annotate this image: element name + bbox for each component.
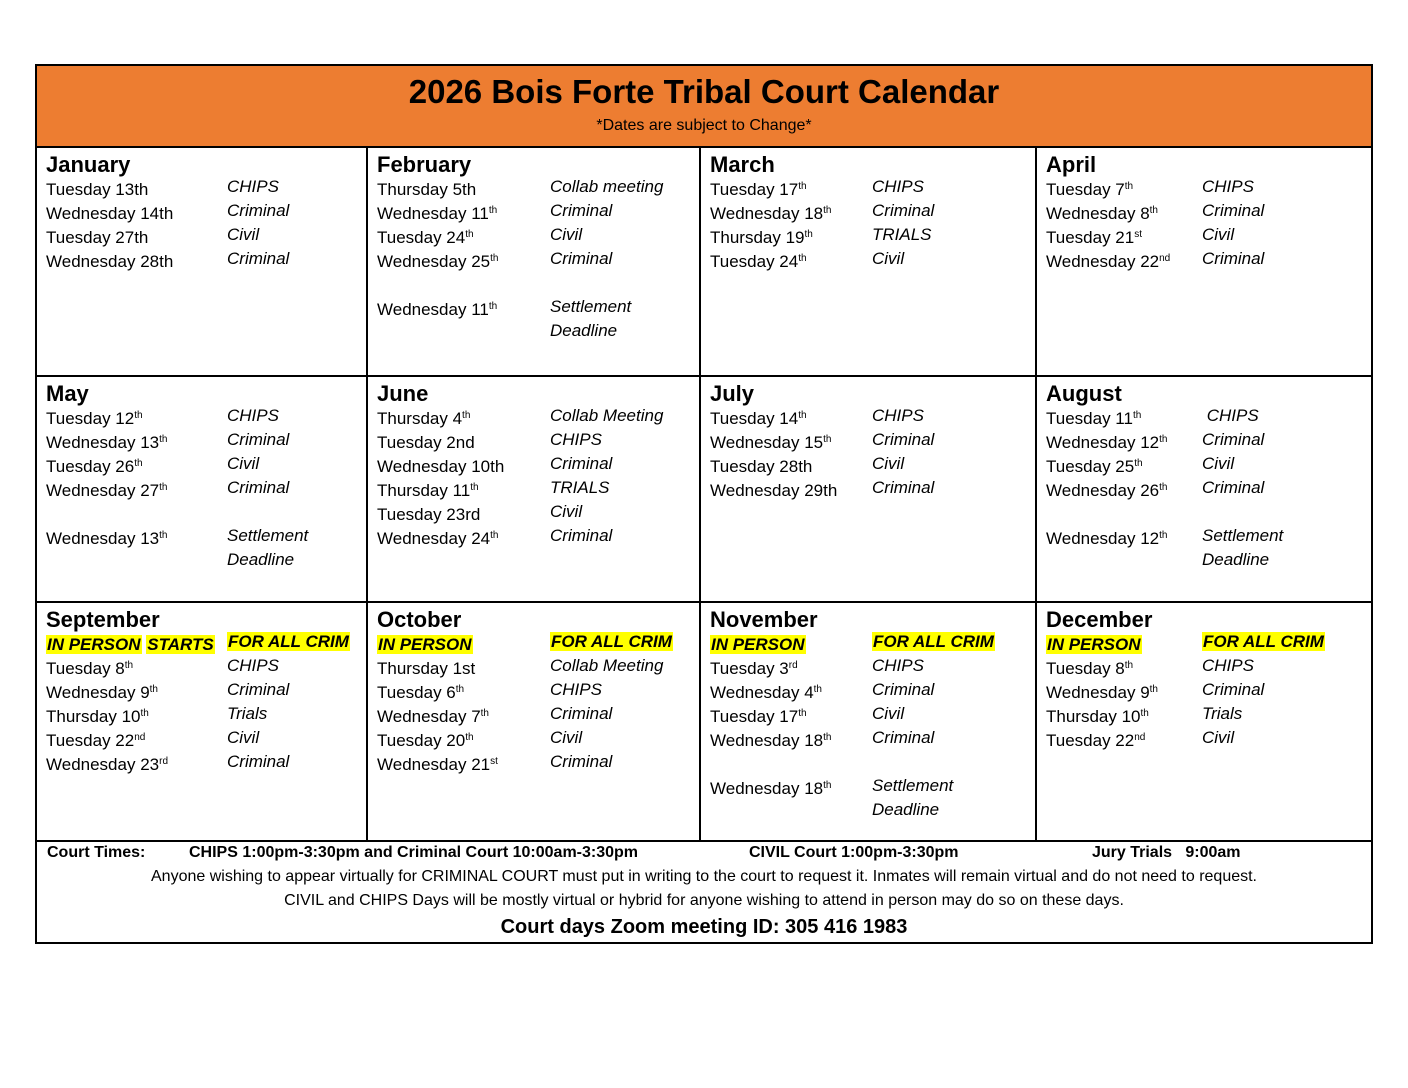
ordinal-suffix: th xyxy=(798,410,807,421)
court-date-text: Wednesday 11 xyxy=(377,300,489,319)
court-date xyxy=(46,433,167,453)
court-date-text: Wednesday 27 xyxy=(46,481,160,500)
court-date xyxy=(1046,180,1133,200)
court-date xyxy=(46,683,158,703)
ordinal-suffix: th xyxy=(488,301,498,312)
month-cell-march xyxy=(701,148,1037,377)
court-date-text: Tuesday 25 xyxy=(1046,457,1135,476)
court-event: Civil xyxy=(1202,454,1235,473)
court-date-text: Wednesday 25 xyxy=(377,252,491,271)
court-date-text: Wednesday 21 xyxy=(377,755,491,774)
court-date xyxy=(1046,481,1167,501)
month-name: September xyxy=(46,607,160,632)
ordinal-suffix: th xyxy=(465,732,474,743)
hybrid-notice: CIVIL and CHIPS Days will be mostly virtual or hybrid for anyone wishing to attend in person may do so on these days. xyxy=(284,892,1124,909)
court-date xyxy=(1046,228,1142,248)
ordinal-suffix: th xyxy=(462,410,471,421)
ordinal-suffix: th xyxy=(465,229,474,240)
court-event: CHIPS xyxy=(1202,406,1259,425)
ordinal-suffix: th xyxy=(823,780,832,791)
court-date xyxy=(710,228,813,248)
for-all-crim-highlight: FOR ALL CRIM xyxy=(551,632,672,651)
court-event: Criminal xyxy=(1202,249,1265,268)
court-event: Trials xyxy=(227,704,268,723)
ordinal-suffix: th xyxy=(1159,482,1168,493)
month-cell-november xyxy=(701,603,1037,842)
court-date-text: Tuesday 21 xyxy=(1046,228,1135,247)
court-event: Criminal xyxy=(1202,201,1265,220)
court-date-text: Wednesday 26 xyxy=(1046,481,1160,500)
court-event: Criminal xyxy=(1202,680,1265,699)
ordinal-suffix: th xyxy=(159,530,168,541)
civil-times: CIVIL Court 1:00pm-3:30pm xyxy=(749,844,959,861)
court-date-text: Wednesday 9 xyxy=(46,683,150,702)
ordinal-suffix: th xyxy=(470,482,479,493)
court-date xyxy=(1046,409,1141,429)
court-date-text: Wednesday 13 xyxy=(46,529,160,548)
court-date xyxy=(377,409,470,429)
court-date-text: Tuesday 24 xyxy=(710,252,799,271)
ordinal-suffix: th xyxy=(149,684,158,695)
court-event: Civil xyxy=(872,704,905,723)
court-event: CHIPS xyxy=(872,406,924,425)
court-date xyxy=(377,481,479,501)
month-cell-may xyxy=(37,377,368,603)
court-event: Civil xyxy=(550,728,583,747)
court-event: Settlement xyxy=(872,776,954,795)
court-date xyxy=(710,180,807,200)
ordinal-suffix: nd xyxy=(1159,253,1171,264)
ordinal-suffix: th xyxy=(455,684,465,695)
court-date xyxy=(377,659,475,679)
court-date-text: Tuesday 27th xyxy=(46,228,149,247)
court-date-text: Thursday 1st xyxy=(377,659,476,678)
court-date xyxy=(377,731,474,751)
court-date-text: Tuesday 13th xyxy=(46,180,149,199)
court-date xyxy=(46,481,167,501)
court-date-text: Thursday 5th xyxy=(377,180,477,199)
court-date xyxy=(377,228,474,248)
ordinal-suffix: th xyxy=(823,434,832,445)
court-date xyxy=(1046,252,1170,272)
court-event: Civil xyxy=(1202,728,1235,747)
month-cell-august xyxy=(1037,377,1371,603)
court-date xyxy=(1046,683,1158,703)
court-date-text: Tuesday 8 xyxy=(1046,659,1125,678)
ordinal-suffix: th xyxy=(124,660,134,671)
for-all-crim-notice xyxy=(1202,632,1325,652)
court-date xyxy=(1046,707,1149,727)
court-event: Criminal xyxy=(1202,430,1265,449)
court-date xyxy=(710,409,807,429)
court-date xyxy=(377,300,497,320)
court-date-text: Tuesday 8 xyxy=(46,659,125,678)
court-times-label: Court Times: xyxy=(47,844,146,861)
ordinal-suffix: th xyxy=(1140,708,1149,719)
ordinal-suffix: th xyxy=(798,181,807,192)
ordinal-suffix: th xyxy=(490,253,499,264)
court-event: Criminal xyxy=(872,680,935,699)
ordinal-suffix: th xyxy=(490,530,499,541)
court-event: CHIPS xyxy=(550,430,602,449)
ordinal-suffix: th xyxy=(134,458,143,469)
in-person-notice xyxy=(710,635,806,655)
court-date-text: Wednesday 29th xyxy=(710,481,838,500)
court-event: Civil xyxy=(1202,225,1235,244)
in-person-highlight: IN PERSON xyxy=(378,635,472,654)
court-date xyxy=(1046,433,1167,453)
court-date-text: Wednesday 18 xyxy=(710,779,824,798)
calendar-header xyxy=(37,66,1371,148)
month-name: August xyxy=(1046,381,1122,406)
court-date-text: Wednesday 28th xyxy=(46,252,174,271)
court-date xyxy=(1046,529,1167,549)
court-date xyxy=(710,457,812,477)
court-event: CHIPS xyxy=(550,680,602,699)
court-date-text: Thursday 10 xyxy=(1046,707,1141,726)
court-date-text: Wednesday 12 xyxy=(1046,433,1160,452)
ordinal-suffix: nd xyxy=(1134,732,1146,743)
court-date-text: Tuesday 23rd xyxy=(377,505,481,524)
court-event: TRIALS xyxy=(550,478,610,497)
court-date xyxy=(46,409,143,429)
court-date xyxy=(710,731,831,751)
month-cell-january xyxy=(37,148,368,377)
court-event: Deadline xyxy=(872,800,940,819)
court-date-text: Wednesday 14th xyxy=(46,204,174,223)
court-event: CHIPS xyxy=(227,656,279,675)
court-date xyxy=(710,252,807,272)
court-date-text: Wednesday 24 xyxy=(377,529,491,548)
court-date-text: Wednesday 12 xyxy=(1046,529,1160,548)
calendar-footer xyxy=(37,842,1371,942)
ordinal-suffix: th xyxy=(823,205,832,216)
calendar-frame xyxy=(35,64,1373,944)
zoom-meeting-id: Court days Zoom meeting ID: 305 416 1983 xyxy=(500,916,908,938)
court-date xyxy=(377,180,476,200)
court-event: CHIPS xyxy=(1202,656,1254,675)
jury-times: Jury Trials 9:00am xyxy=(1092,844,1241,861)
court-event: Criminal xyxy=(550,201,613,220)
court-date xyxy=(46,180,148,200)
ordinal-suffix: th xyxy=(159,482,168,493)
month-cell-july xyxy=(701,377,1037,603)
page-title: 2026 Bois Forte Tribal Court Calendar xyxy=(408,73,1000,110)
court-date-text: Wednesday 9 xyxy=(1046,683,1150,702)
for-all-crim-notice xyxy=(550,632,673,652)
court-event: Criminal xyxy=(227,478,290,497)
ordinal-suffix: th xyxy=(140,708,149,719)
court-date-text: Tuesday 20 xyxy=(377,731,466,750)
court-date-text: Thursday 19 xyxy=(710,228,805,247)
court-event: Criminal xyxy=(550,249,613,268)
court-date xyxy=(710,779,831,799)
page-subtitle: *Dates are subject to Change* xyxy=(596,117,812,134)
court-event: Criminal xyxy=(550,752,613,771)
court-event: Criminal xyxy=(1202,478,1265,497)
court-date-text: Tuesday 6 xyxy=(377,683,456,702)
court-date-text: Tuesday 26 xyxy=(46,457,135,476)
ordinal-suffix: st xyxy=(1134,229,1142,240)
court-event: Civil xyxy=(872,454,905,473)
court-event: Criminal xyxy=(550,526,613,545)
month-cell-september xyxy=(37,603,368,842)
in-person-highlight: IN PERSON xyxy=(47,635,141,654)
court-date-text: Tuesday 12 xyxy=(46,409,135,428)
court-event: Civil xyxy=(550,225,583,244)
ordinal-suffix: th xyxy=(1124,660,1134,671)
month-name: November xyxy=(710,607,818,632)
court-date xyxy=(710,481,837,501)
month-cell-june xyxy=(368,377,701,603)
court-event: TRIALS xyxy=(872,225,932,244)
court-date xyxy=(46,529,167,549)
court-date xyxy=(1046,731,1145,751)
for-all-crim-notice xyxy=(227,632,350,652)
court-date-text: Thursday 10 xyxy=(46,707,141,726)
court-date xyxy=(46,457,143,477)
month-name: May xyxy=(46,381,89,406)
month-name: December xyxy=(1046,607,1153,632)
court-event: Criminal xyxy=(227,249,290,268)
court-event: Deadline xyxy=(1202,550,1270,569)
ordinal-suffix: rd xyxy=(788,660,798,671)
court-event: Civil xyxy=(227,454,260,473)
court-date xyxy=(1046,659,1133,679)
court-date xyxy=(377,204,497,224)
in-person-notice xyxy=(46,635,215,655)
court-date-text: Wednesday 13 xyxy=(46,433,160,452)
ordinal-suffix: nd xyxy=(134,732,146,743)
court-event: Criminal xyxy=(550,704,613,723)
court-date-text: Wednesday 18 xyxy=(710,731,824,750)
court-event: Criminal xyxy=(872,478,935,497)
court-event: Civil xyxy=(227,225,260,244)
court-date-text: Thursday 4 xyxy=(377,409,463,428)
court-date xyxy=(377,433,475,453)
court-date xyxy=(377,252,498,272)
court-date xyxy=(1046,204,1158,224)
court-date-text: Wednesday 18 xyxy=(710,204,824,223)
virtual-notice: Anyone wishing to appear virtually for CRIMINAL COURT must put in writing to the court to request it. Inmates will remain virtual and do not need to request. xyxy=(151,868,1257,885)
court-date-text: Tuesday 24 xyxy=(377,228,466,247)
court-event: Civil xyxy=(227,728,260,747)
court-date xyxy=(377,683,464,703)
court-event: CHIPS xyxy=(1202,177,1254,196)
ordinal-suffix: th xyxy=(1159,530,1168,541)
ordinal-suffix: th xyxy=(798,708,807,719)
court-date xyxy=(46,707,149,727)
month-name: March xyxy=(710,152,775,177)
court-date-text: Wednesday 10th xyxy=(377,457,505,476)
court-date xyxy=(710,659,798,679)
for-all-crim-highlight: FOR ALL CRIM xyxy=(228,632,349,651)
court-date xyxy=(710,707,807,727)
court-date xyxy=(46,228,148,248)
in-person-highlight: STARTS xyxy=(147,635,214,654)
month-name: July xyxy=(710,381,755,406)
court-event: Settlement xyxy=(1202,526,1284,545)
month-cell-april xyxy=(1037,148,1371,377)
for-all-crim-highlight: FOR ALL CRIM xyxy=(873,632,994,651)
court-date-text: Wednesday 15 xyxy=(710,433,824,452)
court-date-text: Tuesday 3 xyxy=(710,659,789,678)
in-person-highlight: IN PERSON xyxy=(711,635,805,654)
court-date xyxy=(377,755,498,775)
court-event: Collab Meeting xyxy=(550,656,664,675)
court-event: CHIPS xyxy=(227,177,279,196)
court-date-text: Tuesday 11 xyxy=(1046,409,1133,428)
court-date xyxy=(46,252,173,272)
ordinal-suffix: st xyxy=(490,756,498,767)
ordinal-suffix: th xyxy=(1124,181,1134,192)
court-date-text: Tuesday 28th xyxy=(710,457,813,476)
court-event: Deadline xyxy=(227,550,295,569)
court-date-text: Wednesday 7 xyxy=(377,707,481,726)
court-event: Criminal xyxy=(872,430,935,449)
month-name: February xyxy=(377,152,472,177)
court-date-text: Tuesday 2nd xyxy=(377,433,475,452)
court-event: Criminal xyxy=(227,752,290,771)
court-date xyxy=(710,433,831,453)
court-date-text: Wednesday 11 xyxy=(377,204,489,223)
ordinal-suffix: th xyxy=(480,708,489,719)
court-event: CHIPS xyxy=(227,406,279,425)
month-cell-december xyxy=(1037,603,1371,842)
for-all-crim-notice xyxy=(872,632,995,652)
court-date xyxy=(1046,457,1143,477)
ordinal-suffix: th xyxy=(159,434,168,445)
court-date-text: Tuesday 14 xyxy=(710,409,799,428)
ordinal-suffix: th xyxy=(1149,205,1158,216)
court-date xyxy=(46,731,145,751)
court-date xyxy=(710,683,822,703)
month-name: October xyxy=(377,607,462,632)
court-date xyxy=(377,505,480,525)
court-event: Criminal xyxy=(872,728,935,747)
ordinal-suffix: th xyxy=(1159,434,1168,445)
court-event: Civil xyxy=(550,502,583,521)
court-date xyxy=(377,529,498,549)
ordinal-suffix: th xyxy=(798,253,807,264)
court-date xyxy=(46,204,173,224)
court-event: Collab Meeting xyxy=(550,406,664,425)
court-date xyxy=(46,659,133,679)
court-event: Criminal xyxy=(227,430,290,449)
court-date-text: Wednesday 23 xyxy=(46,755,160,774)
court-date-text: Wednesday 22 xyxy=(1046,252,1160,271)
court-date-text: Tuesday 17 xyxy=(710,180,799,199)
month-name: January xyxy=(46,152,131,177)
court-event: Criminal xyxy=(550,454,613,473)
ordinal-suffix: th xyxy=(804,229,813,240)
court-event: Settlement xyxy=(550,297,632,316)
court-event: CHIPS xyxy=(872,656,924,675)
court-date xyxy=(377,457,504,477)
ordinal-suffix: th xyxy=(488,205,498,216)
chips-criminal-times: CHIPS 1:00pm-3:30pm and Criminal Court 10:00am-3:30pm xyxy=(189,844,639,861)
ordinal-suffix: th xyxy=(1132,410,1142,421)
court-date-text: Thursday 11 xyxy=(377,481,471,500)
court-event: Collab meeting xyxy=(550,177,664,196)
court-event: Criminal xyxy=(872,201,935,220)
court-date-text: Wednesday 8 xyxy=(1046,204,1150,223)
court-date-text: Tuesday 22 xyxy=(1046,731,1135,750)
court-event: Trials xyxy=(1202,704,1243,723)
court-event: Criminal xyxy=(227,680,290,699)
month-name: April xyxy=(1046,152,1097,177)
court-event: CHIPS xyxy=(872,177,924,196)
court-date xyxy=(46,755,168,775)
court-date xyxy=(377,707,489,727)
month-cell-october xyxy=(368,603,701,842)
month-grid xyxy=(37,148,1371,842)
ordinal-suffix: th xyxy=(134,410,143,421)
court-event: Civil xyxy=(872,249,905,268)
court-event: Deadline xyxy=(550,321,618,340)
court-date xyxy=(710,204,831,224)
court-date-text: Tuesday 22 xyxy=(46,731,135,750)
court-date-text: Tuesday 7 xyxy=(1046,180,1125,199)
court-date-text: Wednesday 4 xyxy=(710,683,814,702)
court-date-text: Tuesday 17 xyxy=(710,707,799,726)
court-event: Criminal xyxy=(227,201,290,220)
in-person-highlight: IN PERSON xyxy=(1047,635,1141,654)
in-person-notice xyxy=(1046,635,1142,655)
month-name: June xyxy=(377,381,429,406)
ordinal-suffix: th xyxy=(1149,684,1158,695)
ordinal-suffix: th xyxy=(1134,458,1143,469)
in-person-notice xyxy=(377,635,473,655)
month-cell-february xyxy=(368,148,701,377)
ordinal-suffix: th xyxy=(823,732,832,743)
court-event: Settlement xyxy=(227,526,309,545)
for-all-crim-highlight: FOR ALL CRIM xyxy=(1203,632,1324,651)
ordinal-suffix: rd xyxy=(159,756,169,767)
ordinal-suffix: th xyxy=(813,684,822,695)
